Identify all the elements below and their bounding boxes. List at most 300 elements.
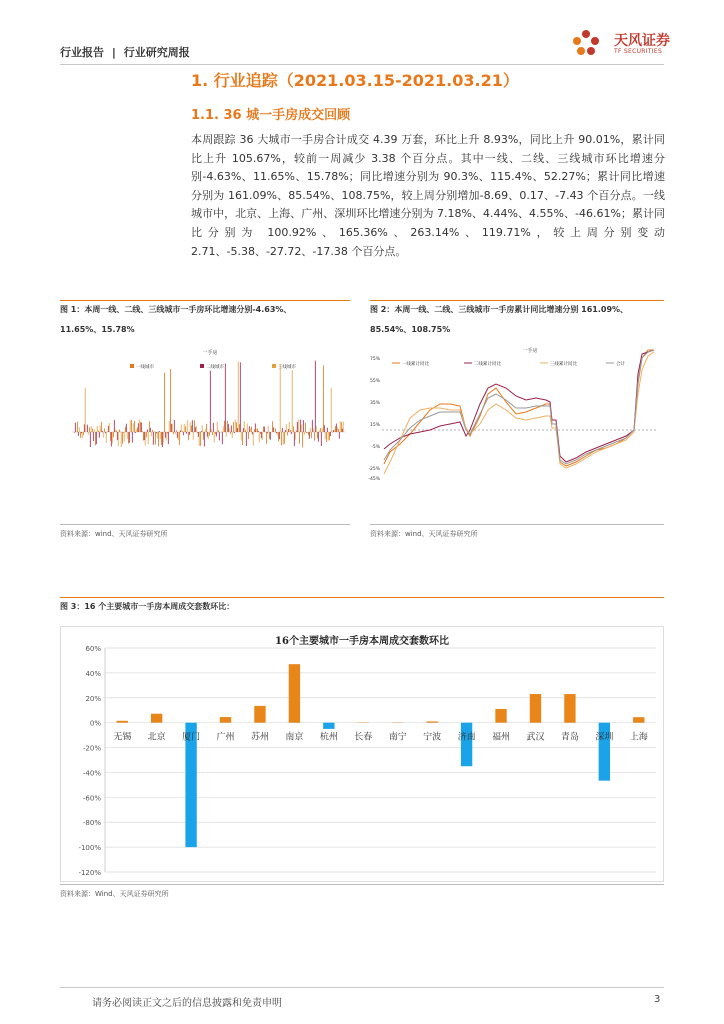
figure1-bar (77, 422, 78, 432)
figure1-bar (188, 432, 189, 440)
figure1-bar (260, 432, 261, 434)
figure1-bar (153, 432, 154, 445)
figure3-bars (117, 664, 645, 847)
figure1-bar (81, 432, 82, 433)
figure1-bar (176, 430, 177, 432)
legend-label-tier2-cum: 二线累计同比 (474, 362, 501, 367)
figure1-bar (196, 426, 197, 432)
figure1-bar (283, 432, 284, 445)
figure1-bar (241, 432, 242, 440)
figure1-bar (253, 432, 254, 446)
figure1-bar (255, 423, 256, 432)
figure1-bar (244, 421, 245, 432)
figure1-bar (295, 432, 296, 440)
figure1-bar (213, 423, 214, 432)
figure1-bar (224, 421, 225, 432)
figure1-bar (325, 432, 326, 439)
figure3-bar (151, 714, 162, 723)
figure3-xtick: 武汉 (526, 732, 545, 743)
figure1-bar (285, 430, 286, 432)
figure1-bar (151, 432, 152, 436)
figure1-bar (189, 432, 190, 435)
figure1-bar (323, 365, 324, 432)
figure1-title-line2: 11.65%、15.78% (60, 325, 135, 334)
figure2-y-ticks (368, 356, 380, 482)
figure1-bar (269, 432, 270, 439)
figure1-bar (179, 432, 180, 445)
figure1-bar (222, 432, 223, 444)
figure1-bar (93, 432, 94, 441)
figure1-bar (173, 432, 174, 434)
figure1-bar (282, 428, 283, 432)
figure3-bar (530, 694, 541, 723)
figure1-bar (167, 432, 168, 433)
figure1-bar (85, 388, 86, 432)
figure1-bar (91, 426, 92, 432)
figure1-bar (127, 432, 128, 439)
figure1-bar (147, 429, 148, 432)
figure2-source: 资料来源：wind、天风证券研究所 (370, 530, 478, 538)
figure1-bar (262, 432, 263, 440)
figure1-bar (329, 432, 330, 440)
figure1-bar (317, 432, 318, 438)
figure1-bar (257, 429, 258, 432)
figure1-bar (131, 420, 132, 432)
figure1-bar (195, 427, 196, 432)
figure1-bar (211, 429, 212, 432)
figure1-bar (261, 432, 262, 438)
report-header (60, 44, 194, 60)
figure1-bar (300, 420, 301, 432)
figure1-bar (164, 373, 165, 432)
figure1-bar (170, 369, 171, 432)
figure1-bar (136, 429, 137, 432)
figure1-bar (331, 388, 332, 432)
figure3-ytick: -100% (78, 844, 101, 853)
figure1-bar (158, 432, 159, 446)
figure1-bar (258, 431, 259, 432)
figure1-bar (238, 361, 239, 432)
figure1-bar (288, 429, 289, 432)
figure1-bar (101, 422, 102, 432)
figure1-bar (177, 432, 178, 438)
figure1-bar (256, 429, 257, 432)
figure1-bar (251, 427, 252, 432)
figure1-bar (198, 432, 199, 437)
figure2-ytick: 35% (369, 401, 380, 406)
figure3-xtick: 北京 (147, 732, 166, 743)
header-subcategory: 行业研究周报 (123, 46, 190, 59)
figure3-bar (289, 664, 300, 722)
figure1-bar (246, 432, 247, 446)
figure1-bar (94, 429, 95, 432)
figure2-title-line1: 图 2：本周一线、二线、三线城市一手房累计同比增速分别 161.09%、 (370, 305, 629, 314)
figure1-bar (249, 426, 250, 432)
figure1-bar (169, 421, 170, 432)
header-category: 行业报告 (60, 46, 104, 59)
figure1-bar (275, 428, 276, 432)
figure1-bar (243, 428, 244, 432)
figure1-bar (83, 432, 84, 435)
figure1-bar (172, 424, 173, 432)
figure1-bar (314, 432, 315, 441)
figure1-bar (87, 425, 88, 432)
figure1-bar (306, 432, 307, 433)
figure3-ytick: -120% (78, 869, 101, 877)
figure1-bar (297, 422, 298, 432)
figure1-bar (279, 432, 280, 439)
figure3-xtick: 青岛 (560, 732, 579, 743)
figure3-bar (426, 721, 437, 722)
figure1-bar (303, 420, 304, 432)
figure1-bar (143, 432, 144, 441)
figure1-bar (330, 432, 331, 436)
figure3-frame (61, 627, 664, 882)
figure1-bar (313, 429, 314, 432)
figure1-bar (206, 424, 207, 432)
footer-disclaimer: 请务必阅读正文之后的信息披露和免责申明 (92, 998, 282, 1009)
figure1-bar (292, 370, 293, 432)
figure1-bar (130, 420, 131, 432)
figure1-bar (225, 363, 226, 432)
figure1-bar (272, 421, 273, 432)
figure1-bar (145, 432, 146, 445)
figure1-bar (276, 432, 277, 433)
figure1-bar (186, 432, 187, 434)
figure1-bar (332, 432, 333, 433)
figure1-bar (343, 422, 344, 432)
figure1-bar (204, 432, 205, 446)
figure1-bar (320, 428, 321, 432)
figure1-bar (340, 421, 341, 432)
figure1-bar (197, 432, 198, 433)
figure1-bar (333, 430, 334, 432)
figure1-bar (281, 432, 282, 445)
figure1-bar (239, 424, 240, 432)
figure1-bar (97, 426, 98, 432)
figure1-bar (135, 432, 136, 433)
figure3-bar (461, 723, 472, 767)
figure1-bar (210, 371, 211, 432)
figure1-bar (78, 432, 79, 436)
figure1-bar (89, 427, 90, 432)
figure3-xtick: 厦门 (182, 732, 201, 743)
figure1-bar (200, 432, 201, 446)
figure1-bar (134, 421, 135, 432)
figure1-bar (280, 364, 281, 432)
figure1-bar (296, 430, 297, 432)
figure1-bar (104, 428, 105, 432)
figure1-bar (90, 432, 91, 447)
figure1-bar (115, 429, 116, 432)
figure1-bar (181, 424, 182, 432)
figure1-bar (184, 424, 185, 432)
figure1-bar (146, 432, 147, 437)
figure3-bar (220, 717, 231, 723)
figure3-xtick: 无锡 (113, 732, 132, 743)
figure3-xtick: 济南 (457, 732, 476, 743)
figure1-bar (339, 432, 340, 439)
figure1-bar (298, 420, 299, 432)
figure1-bar (234, 432, 235, 433)
figure3-title: 图 3：16 个主要城市一手房本周成交套数环比： (60, 602, 235, 611)
figure1-bar (163, 432, 164, 443)
figure1-bar (96, 432, 97, 444)
figure1-bar (175, 432, 176, 434)
figure1-bar (304, 432, 305, 435)
header-separator: | (111, 46, 116, 59)
figure1-bar (236, 422, 237, 432)
figure1-bar (109, 423, 110, 432)
figure1-bar (165, 432, 166, 438)
figure3-chart (60, 626, 664, 882)
figure1-bar (291, 432, 292, 434)
figure3-ytick: 40% (85, 669, 101, 678)
figure1-bar (75, 423, 76, 432)
legend-label-tier3: 三线城市 (278, 365, 296, 370)
figure1-bar (335, 426, 336, 432)
figure1-bar (319, 430, 320, 432)
figure1-bar (166, 432, 167, 440)
figure1-bar (245, 430, 246, 432)
figure1-bar (240, 362, 241, 432)
section-title: 1. 行业追踪（2021.03.15-2021.03.21） (191, 71, 519, 90)
figure1-bar (293, 426, 294, 432)
body-paragraph: 本周跟踪 36 大城市一手房合计成交 4.39 万套，环比上升 8.93%，同比上升 90.01%，累计同比上升 105.67%，较前一周减少 3.38 个百分点。其中一线、二线、三线城市环比增速分别-4.63%、11.65%、15.78%；同比增速分别为 90.3%、115.4%、52.27%；累计同比增速分别为 161.09%、85.54%、108.75%，较上周分别增加-8.69、0.17、-7.43 个百分点。一线城市中，北京、上海、广州、深圳环比增速分别为 7.18%、4.44%、4.55%、-46.61%；累计同比分别为 100.92%、165.36%、263.14%、119.71%，较上周分别变动 2.71、-5.38、-27.72、-17.38 个百分点。 (191, 133, 665, 258)
figure1-bar (277, 432, 278, 435)
figure1-bar (326, 432, 327, 442)
figure3-ytick: 0% (89, 719, 101, 728)
page-number: 3 (654, 994, 661, 1005)
figure3-bar (495, 709, 506, 723)
figure1-bar (232, 432, 233, 438)
figure3-xtick: 上海 (629, 732, 648, 743)
figure1-bar (250, 429, 251, 432)
figure1-bar (309, 432, 310, 439)
figure3-bottom-rule (60, 884, 664, 885)
figure1-bar (139, 419, 140, 432)
figure1-bar (124, 432, 125, 442)
figure3-xtick: 长春 (354, 732, 373, 743)
figure1-bar (117, 432, 118, 440)
figure1-bar (192, 420, 193, 432)
figure1-bar (122, 432, 123, 444)
figure1-bar (157, 432, 158, 438)
legend-swatch-tier2 (200, 364, 204, 368)
figure1-chart-heading: 一手房 (202, 350, 218, 356)
figure1-bar (185, 426, 186, 432)
figure1-bar (152, 430, 153, 432)
figure1-bar (114, 420, 115, 432)
figure3-bar (633, 717, 644, 722)
legend-label-tier1-cum: 一线累计同比 (402, 362, 429, 367)
figure2-ytick: -5% (371, 445, 380, 450)
figure1-bar (128, 432, 129, 444)
figure1-bar (265, 431, 266, 432)
figure1-chart (60, 344, 350, 470)
figure1-bar (205, 429, 206, 432)
figure2-chart-heading: 一手房 (522, 348, 538, 354)
figure3-bar (254, 706, 265, 723)
figure1-bar (230, 432, 231, 434)
figure1-bar (201, 431, 202, 432)
figure1-bar (227, 421, 228, 432)
figure1-bar (207, 432, 208, 437)
logo-subtext: TF SECURITIES (614, 48, 663, 55)
figure1-bar (316, 426, 317, 432)
figure1-bar (148, 432, 149, 444)
legend-label-tier3-cum: 三线累计同比 (550, 362, 577, 367)
figure3-chart-title: 16个主要城市一手房本周成交套数环比 (275, 636, 449, 647)
figure1-bar (301, 425, 302, 432)
figure1-bar (266, 432, 267, 444)
figure3-ytick: -80% (82, 819, 101, 828)
figure1-bar (318, 432, 319, 442)
footer-divider (60, 987, 664, 988)
figure1-bar (118, 432, 119, 446)
figure2-ytick: -45% (368, 477, 380, 482)
figure3-xtick: 南宁 (388, 732, 407, 743)
figure1-bar (88, 432, 89, 435)
figure1-bar (247, 423, 248, 432)
figure1-bar (311, 432, 312, 438)
figure1-bar (193, 432, 194, 440)
legend-swatch-tier1 (130, 364, 134, 368)
figure1-bar (84, 424, 85, 432)
figure1-bar (342, 429, 343, 432)
figure1-title (60, 300, 352, 340)
figure3-ytick: -60% (82, 794, 101, 803)
figure3-bar (564, 694, 575, 723)
figure1-bars (74, 361, 344, 448)
figure1-bar (180, 430, 181, 432)
figure1-bar (273, 427, 274, 432)
figure1-bar (133, 423, 134, 432)
figure1-bar (112, 432, 113, 443)
figure1-bar (132, 432, 133, 443)
figure2-chart (370, 344, 664, 494)
figure1-bar (106, 432, 107, 443)
figure1-bar (341, 422, 342, 432)
figure1-bar (217, 422, 218, 432)
figure1-bar (116, 430, 117, 432)
figure3-ytick: -20% (82, 744, 101, 753)
figure1-bar (154, 431, 155, 432)
figure1-bar (178, 432, 179, 440)
figure1-bar (74, 432, 75, 433)
figure1-bar (321, 432, 322, 446)
figure1-bar (199, 432, 200, 446)
figure1-bar (336, 424, 337, 432)
figure1-bar (159, 431, 160, 432)
figure1-bar (209, 432, 210, 436)
figure1-bar (142, 431, 143, 432)
figure3-xtick: 宁波 (423, 732, 442, 743)
figure1-bar (299, 432, 300, 444)
figure3-ytick: -40% (82, 769, 101, 778)
figure1-bar (103, 432, 104, 438)
figure3-ytick: 20% (85, 694, 101, 703)
figure1-bar (287, 432, 288, 435)
figure1-bar (105, 432, 106, 433)
figure1-bar (125, 427, 126, 432)
logo-text: 天风证券 (614, 33, 670, 49)
figure1-bar (259, 432, 260, 442)
figure1-title-line1: 图 1：本周一线、二线、三线城市一手房环比增速分别-4.63%、 (60, 305, 292, 314)
figure1-bar (284, 432, 285, 444)
figure1-bar (137, 428, 138, 432)
figure1-bar (322, 428, 323, 432)
figure1-bar (102, 431, 103, 432)
figure1-bar (219, 432, 220, 441)
figure1-bar (113, 432, 114, 437)
figure2-ytick: 75% (369, 357, 380, 362)
figure1-bar (160, 432, 161, 439)
figure1-bar (214, 432, 215, 443)
figure1-bar (98, 431, 99, 432)
figure1-bar (129, 432, 130, 443)
figure1-bar (302, 432, 303, 447)
figure1-bar (208, 432, 209, 439)
figure1-bar (310, 428, 311, 432)
figure1-bar (183, 432, 184, 435)
figure2-legend (392, 360, 625, 367)
figure2-ytick: -25% (368, 467, 380, 472)
figure3-ytick: 60% (85, 645, 101, 653)
figure1-bar (155, 432, 156, 445)
figure1-bar (312, 420, 313, 432)
figure2-ytick: 15% (369, 423, 380, 428)
figure1-bar (144, 432, 145, 440)
figure1-bar (79, 427, 80, 432)
figure1-bar (267, 432, 268, 433)
subsection-title: 1.1. 36 城一手房成交回顾 (191, 108, 351, 123)
figure1-bar (216, 432, 217, 436)
figure1-bar (123, 432, 124, 433)
figure1-bar (150, 428, 151, 432)
figure1-bar (237, 428, 238, 432)
figure1-bar (264, 427, 265, 432)
figure2-line-total (384, 350, 654, 464)
figure1-bar (231, 425, 232, 432)
figure1-bar (108, 426, 109, 432)
figure1-bar (294, 432, 295, 446)
figure1-bar (334, 429, 335, 432)
figure1-bar (126, 424, 127, 432)
figure1-bar (212, 432, 213, 435)
figure1-bar (99, 432, 100, 438)
figure1-bar (174, 420, 175, 432)
figure3-xtick: 苏州 (250, 732, 269, 743)
figure1-bar (229, 428, 230, 432)
figure1-bar (95, 432, 96, 445)
figure1-bar (121, 432, 122, 447)
figure1-bottom-rule (60, 524, 350, 525)
figure1-bar (254, 429, 255, 432)
figure3-xtick: 南京 (285, 732, 304, 743)
figure1-bar (202, 425, 203, 432)
figure1-bar (92, 429, 93, 432)
figure1-bar (305, 423, 306, 432)
figure1-source: 资料来源：wind、天风证券研究所 (60, 530, 168, 538)
figure1-bar (235, 420, 236, 432)
figure1-bar (252, 432, 253, 434)
figure1-bar (187, 420, 188, 432)
figure3-xtick: 杭州 (319, 732, 338, 743)
figure1-legend (130, 363, 296, 370)
figure3-x-labels (113, 731, 648, 743)
legend-label-tier1: 一线城市 (136, 365, 154, 370)
